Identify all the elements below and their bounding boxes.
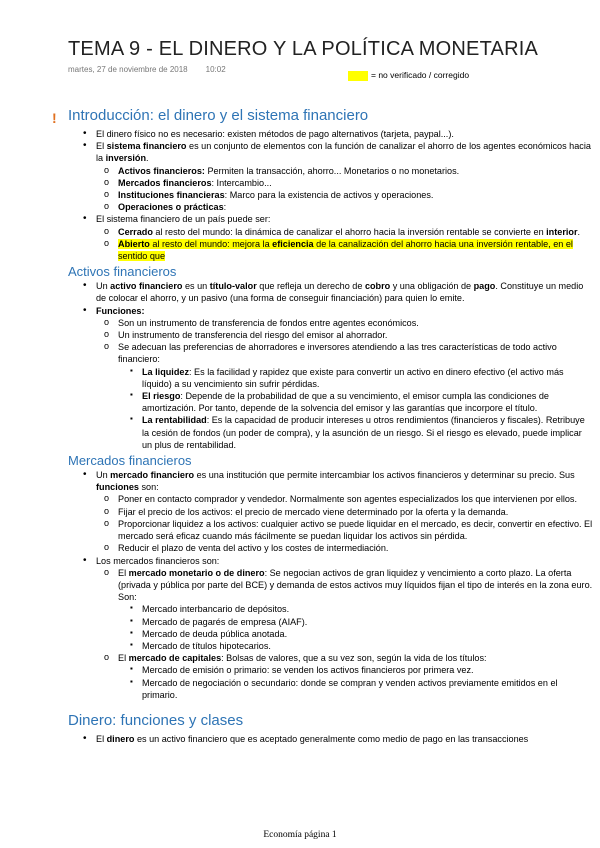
section-heading-dinero: Dinero: funciones y clases xyxy=(68,711,244,729)
note-content xyxy=(68,106,593,745)
list-item: o El mercado de capitales: Bolsas de valores, que a su vez son, según la vida de los títulos: ▪ Mercado de emisión o primario: se venden los activos financieros por primera vez. ▪ Mercado de negociación o secundario: donde se compran y venden activos previamente emitidos en el primario. xyxy=(94,652,593,701)
important-flag-icon: ! xyxy=(52,110,57,126)
highlight-legend xyxy=(348,70,469,81)
list-item: o Instituciones financieras: Marco para la existencia de activos y operaciones. xyxy=(94,189,593,201)
list-item-highlighted: o Abierto al resto del mundo: mejora la eficiencia de la canalización del ahorro hacia una inversión rentable, en el sentido que xyxy=(94,238,593,262)
page-meta xyxy=(68,65,226,74)
list-item: ▪ Mercado de emisión o primario: se venden los activos financieros por primera vez. xyxy=(118,664,593,676)
list-item: o Reducir el plazo de venta del activo y los costes de intermediación. xyxy=(94,542,593,554)
list-item: o Proporcionar liquidez a los activos: cualquier activo se puede liquidar en el mercado, es decir, convertir en efectivo. El mercado será eficaz cuando más fácilmente se puedan liquidar los activos sin pérdida. xyxy=(94,518,593,542)
list-item: ▪ Mercado de negociación o secundario: donde se compran y venden activos previamente emitidos en el primario. xyxy=(118,677,593,701)
sublist xyxy=(118,603,593,652)
list-item: o Se adecuan las preferencias de ahorradores e inversores atendiendo a las tres características de todo activo financiero: ▪ La liquidez: Es la facilidad y rapidez que existe para convertir un activo en dinero efectivo (el activo más líquido) a su vencimiento sin sufrir pérdidas. ▪ El riesgo: Depende de la probabilidad de que a su vencimiento, el emisor cumpla las condiciones de amortización. Por tanto, depende de la solvencia del emisor y las garantías que incorpore el título. ▪ La rentabilidad: Es la capacidad de producir intereses u otros rendimientos (financieros y fiscales). Retribuye la cesión de fondos (un poder de compra), y la asunción de un riesgo. Si el riesgo es elevado, puede implicar un plus de rentabilidad. xyxy=(94,341,593,451)
page-title: TEMA 9 - EL DINERO Y LA POLÍTICA MONETARIA xyxy=(68,38,539,60)
list-item: • Un mercado financiero es una institución que permite intercambiar los activos financieros y determinar su precio. Sus funciones son: o Poner en contacto comprador y vendedor. Normalmente son agentes especializados los que intervienen por ellos. o Fijar el precio de los activos: el precio de mercado viene determinado por la oferta y la demanda. o Proporcionar liquidez a los activos: cualquier activo se puede liquidar en el mercado, es decir, convertir en efectivo. El mercado será eficaz cuando más fácilmente se puedan liquidar los activos sin pérdida. o Reducir el plazo de venta del activo y los costes de intermediación. xyxy=(68,469,593,554)
sublist xyxy=(118,664,593,701)
dinero-list xyxy=(68,733,593,745)
list-item: ▪ La rentabilidad: Es la capacidad de producir intereses u otros rendimientos (financieros y fiscales). Retribuye la cesión de fondos (un poder de compra), y la asunción de un riesgo. Si el riesgo es elevado, puede implicar un plus de rentabilidad. xyxy=(118,414,593,451)
list-item: • Un activo financiero es un título-valor que refleja un derecho de cobro y una obligación de pago. Constituye un medio de colocar el ahorro, y un pasivo (una forma de conseguir financiación) para quien lo emite. xyxy=(68,280,593,304)
list-item: ▪ Mercado de títulos hipotecarios. xyxy=(118,640,593,652)
page-time: 10:02 xyxy=(205,65,226,74)
list-item: o Son un instrumento de transferencia de fondos entre agentes económicos. xyxy=(94,317,593,329)
sublist xyxy=(118,366,593,451)
sublist xyxy=(94,226,593,263)
section-heading-mercados: Mercados financieros xyxy=(68,453,192,469)
list-item: ▪ Mercado de pagarés de empresa (AIAF). xyxy=(118,616,593,628)
list-item: ▪ Mercado interbancario de depósitos. xyxy=(118,603,593,615)
list-item: o Activos financieros: Permiten la transacción, ahorro... Monetarios o no monetarios. xyxy=(94,165,593,177)
list-item: • El sistema financiero de un país puede ser: o Cerrado al resto del mundo: la dinámica de canalizar el ahorro hacia la inversión rentable se convierte en interior. o Abierto al resto del mundo: mejora la eficiencia de la canalización del ahorro hacia una inversión rentable, en el sentido que xyxy=(68,213,593,262)
list-item: ▪ La liquidez: Es la facilidad y rapidez que existe para convertir un activo en dinero efectivo (el activo más líquido) a su vencimiento sin sufrir pérdidas. xyxy=(118,366,593,390)
list-item: • El dinero físico no es necesario: existen métodos de pago alternativos (tarjeta, paypal...). xyxy=(68,128,593,140)
list-item: • El dinero es un activo financiero que es aceptado generalmente como medio de pago en las transacciones xyxy=(68,733,593,745)
highlight-swatch xyxy=(348,71,368,81)
list-item: o El mercado monetario o de dinero: Se negocian activos de gran liquidez y vencimiento a corto plazo. La oferta (privada y pública por parte del BCE) y demanda de estos activos muy líquidos fijan el tipo de interés en la zona euro. Son: ▪ Mercado interbancario de depósitos. ▪ Mercado de pagarés de empresa (AIAF). ▪ Mercado de deuda pública anotada. ▪ Mercado de títulos hipotecarios. xyxy=(94,567,593,652)
sublist xyxy=(94,567,593,701)
list-item: o Cerrado al resto del mundo: la dinámica de canalizar el ahorro hacia la inversión rentable se convierte en interior. xyxy=(94,226,593,238)
list-item: o Un instrumento de transferencia del riesgo del emisor al ahorrador. xyxy=(94,329,593,341)
list-item: • El sistema financiero es un conjunto de elementos con la función de canalizar el ahorro de los agentes económicos hacia la inversión. o Activos financieros: Permiten la transacción, ahorro... Monetarios o no monetarios. o Mercados financieros: Intercambio... o Instituciones financieras: Marco para la existencia de activos y operaciones. o Operaciones o prácticas: xyxy=(68,140,593,213)
section-heading-activos: Activos financieros xyxy=(68,264,177,280)
legend-text: = no verificado / corregido xyxy=(371,70,470,80)
mercados-list xyxy=(68,469,593,701)
page-footer: Economía página 1 xyxy=(263,830,337,840)
sublist xyxy=(94,493,593,554)
list-item: o Poner en contacto comprador y vendedor. Normalmente son agentes especializados los que intervienen por ellos. xyxy=(94,493,593,505)
sublist xyxy=(94,165,593,214)
list-item: o Fijar el precio de los activos: el precio de mercado viene determinado por la oferta y la demanda. xyxy=(94,506,593,518)
list-item: o Operaciones o prácticas: xyxy=(94,201,593,213)
list-item: • Funciones: o Son un instrumento de transferencia de fondos entre agentes económicos. o Un instrumento de transferencia del riesgo del emisor al ahorrador. o Se adecuan las preferencias de ahorradores e inversores atendiendo a las tres características de todo activo financiero: ▪ La liquidez: Es la facilidad y rapidez que existe para convertir un activo en dinero efectivo (el activo más líquido) a su vencimiento sin sufrir pérdidas. ▪ El riesgo: Depende de la probabilidad de que a su vencimiento, el emisor cumpla las condiciones de amortización. Por tanto, depende de la solvencia del emisor y las garantías que incorpore el título. ▪ La rentabilidad: Es la capacidad de producir intereses u otros rendimientos (financieros y fiscales). Retribuye la cesión de fondos (un poder de compra), y la asunción de un riesgo. Si el riesgo es elevado, puede implicar un plus de rentabilidad. xyxy=(68,305,593,451)
list-item: • Los mercados financieros son: o El mercado monetario o de dinero: Se negocian activos de gran liquidez y vencimiento a corto plazo. La oferta (privada y pública por parte del BCE) y demanda de estos activos muy líquidos fijan el tipo de interés en la zona euro. Son: ▪ Mercado interbancario de depósitos. ▪ Mercado de pagarés de empresa (AIAF). ▪ Mercado de deuda pública anotada. ▪ Mercado de títulos hipotecarios. o El mercado de capitales: Bolsas de valores, que a su vez son, según la vida de los títulos: ▪ Mercado de emisión o primario: se venden los activos financieros por primera vez. ▪ Mercado de negociación o secundario: donde se compran y venden activos previamente emitidos en el primario. xyxy=(68,555,593,701)
section-heading-intro: Introducción: el dinero y el sistema financiero xyxy=(68,107,369,124)
list-item: ▪ Mercado de deuda pública anotada. xyxy=(118,628,593,640)
sublist xyxy=(94,317,593,451)
activos-list xyxy=(68,280,593,451)
list-item: o Mercados financieros: Intercambio... xyxy=(94,177,593,189)
intro-list xyxy=(68,128,593,262)
list-item: ▪ El riesgo: Depende de la probabilidad de que a su vencimiento, el emisor cumpla las condiciones de amortización. Por tanto, depende de la solvencia del emisor y las garantías que incorpore el título. xyxy=(118,390,593,414)
page-date: martes, 27 de noviembre de 2018 xyxy=(68,65,188,74)
